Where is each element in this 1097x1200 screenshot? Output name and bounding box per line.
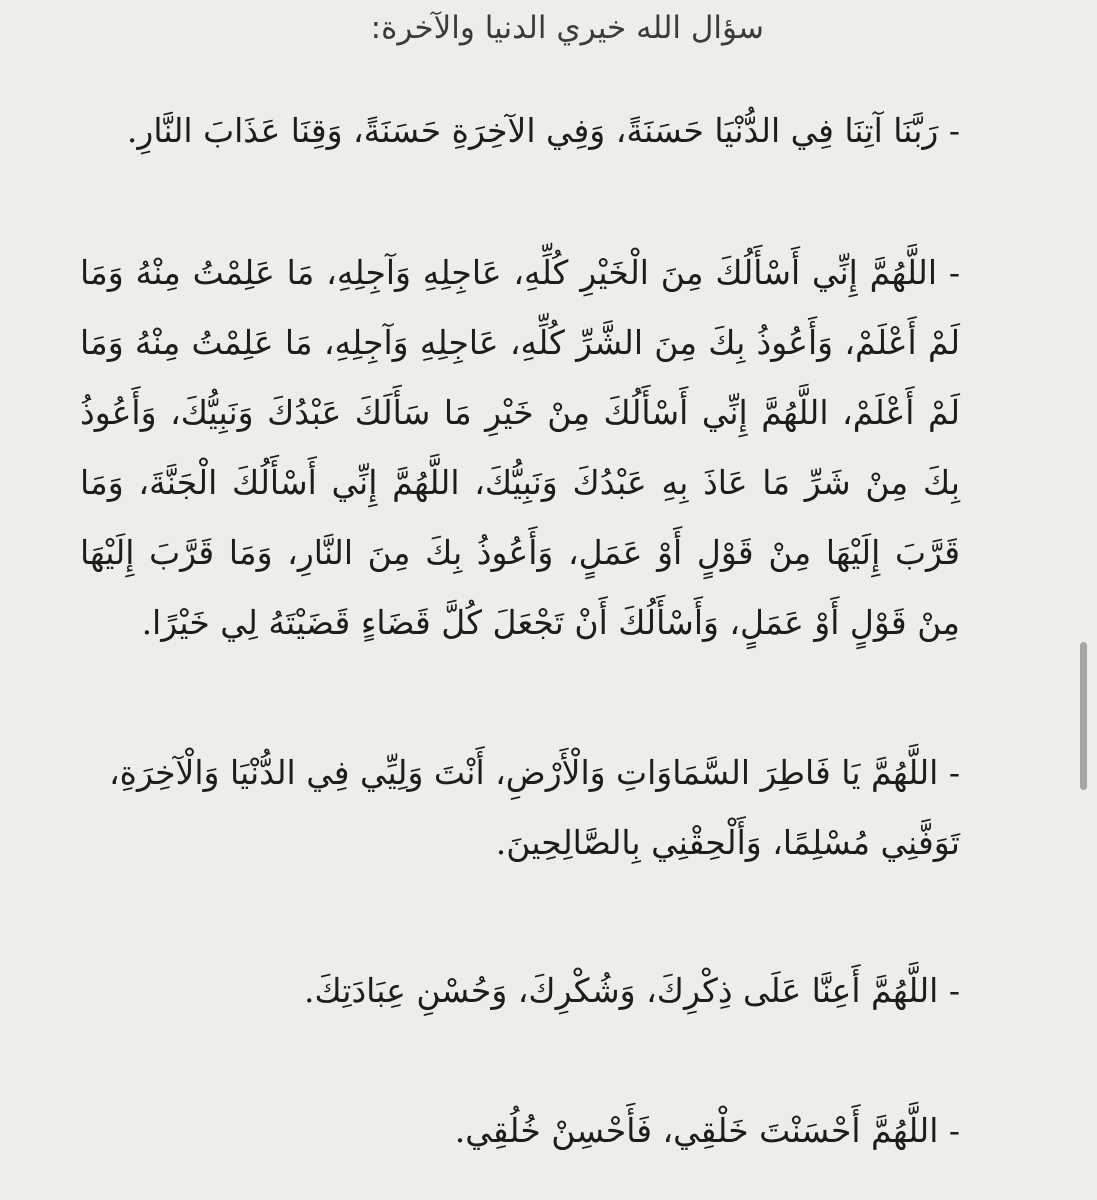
dua-paragraph-5: - اللَّهُمَّ أَحْسَنْتَ خَلْقِي، فَأَحْسِنْ خُلُقِي. — [454, 1111, 960, 1150]
dua-paragraph-4: - اللَّهُمَّ أَعِنَّا عَلَى ذِكْرِكَ، وَشُكْرِكَ، وَحُسْنِ عِبَادَتِكَ. — [303, 971, 960, 1010]
scrollbar-track[interactable] — [1075, 0, 1097, 1200]
dua-paragraph-3: - اللَّهُمَّ يَا فَاطِرَ السَّمَاوَاتِ وَالْأَرْضِ، أَنْتَ وَلِيِّي فِي الدُّنْيَا وَالْآخِرَةِ، تَوَفَّنِي مُسْلِمًا، وَأَلْحِقْنِي بِالصَّالِحِينَ. — [109, 753, 960, 862]
section-heading: سؤال الله خيري الدنيا والآخرة: — [370, 10, 764, 46]
dua-paragraph-1: - رَبَّنَا آتِنَا فِي الدُّنْيَا حَسَنَةً، وَفِي الآخِرَةِ حَسَنَةً، وَقِنَا عَذَابَ النَّارِ. — [126, 111, 960, 150]
scrollbar-thumb[interactable] — [1080, 642, 1087, 790]
dua-paragraph-2: - اللَّهُمَّ إِنِّي أَسْأَلُكَ مِنَ الْخَيْرِ كُلِّهِ، عَاجِلِهِ وَآجِلِهِ، مَا عَلِمْتُ مِنْهُ وَمَا لَمْ أَعْلَمْ، وَأَعُوذُ بِكَ مِنَ الشَّرِّ كُلِّهِ، عَاجِلِهِ وَآجِلِهِ، مَا عَلِمْتُ مِنْهُ وَمَا لَمْ أَعْلَمْ، اللَّهُمَّ إِنِّي أَسْأَلُكَ مِنْ خَيْرِ مَا سَأَلَكَ عَبْدُكَ وَنَبِيُّكَ، وَأَعُوذُ بِكَ مِنْ شَرِّ مَا عَاذَ بِهِ عَبْدُكَ وَنَبِيُّكَ، اللَّهُمَّ إِنِّي أَسْأَلُكَ الْجَنَّةَ، وَمَا قَرَّبَ إِلَيْهَا مِنْ قَوْلٍ أَوْ عَمَلٍ، وَأَعُوذُ بِكَ مِنَ النَّارِ، وَمَا قَرَّبَ إِلَيْهَا مِنْ قَوْلٍ أَوْ عَمَلٍ، وَأَسْأَلُكَ أَنْ تَجْعَلَ كُلَّ قَضَاءٍ قَضَيْتَهُ لِي خَيْرًا. — [80, 253, 960, 642]
